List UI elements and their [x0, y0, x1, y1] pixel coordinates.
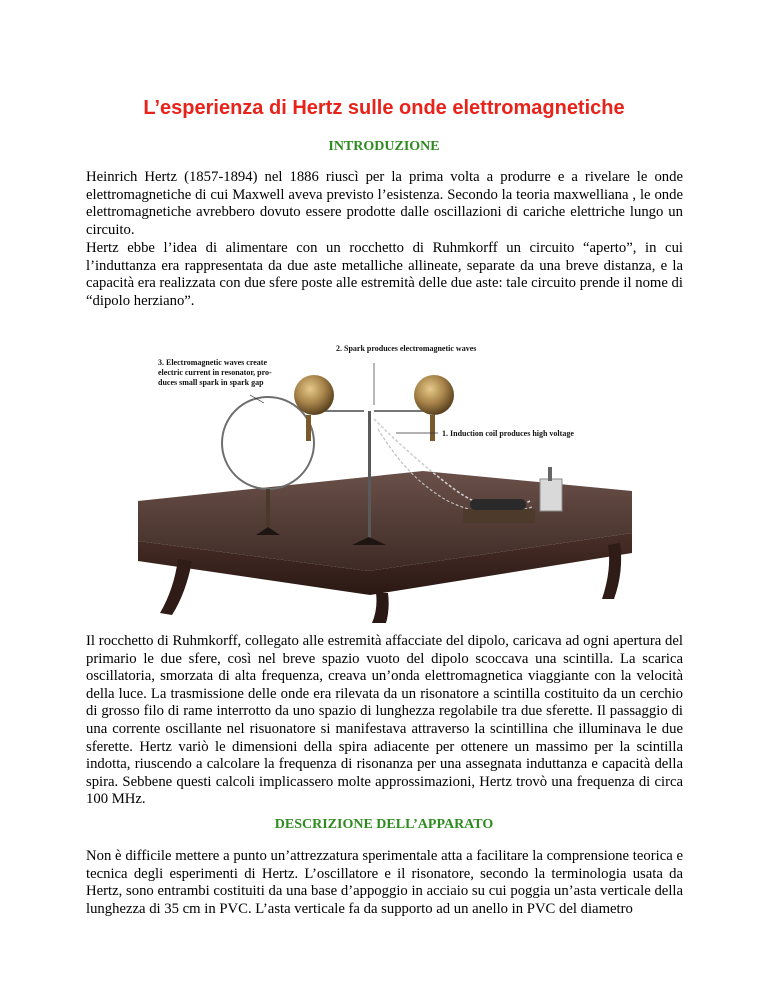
battery-jar: [540, 479, 562, 511]
sphere-support-left: [306, 415, 311, 441]
resonator-stand: [266, 489, 270, 529]
figure-caption-3-line2: electric current in resonator, pro-: [158, 368, 272, 377]
figure-caption-2: 2. Spark produces electromagnetic waves: [336, 344, 477, 353]
paragraph-body-4: Non è difficile mettere a punto un’attrezzatura sperimentale atta a facilitare la comprensione teorica e tecnica degli esperimenti di Hertz. L’oscillatore e il risonatore, secondo la terminologia usata da Hertz, sono entrambi costituiti da una base d’appoggio in acciaio su cui poggia un’asta verticale della lunghezza di 35 cm in PVC. L’asta verticale fa da supporto ad un anello in PVC del diametro: [86, 848, 683, 917]
table-leg: [160, 559, 192, 615]
figure-caption-1: 1. Induction coil produces high voltage: [442, 429, 574, 438]
paragraph-intro-1: Heinrich Hertz (1857-1894) nel 1886 riuscì per la prima volta a produrre e a rivelare le onde elettromagnetiche di cui Maxwell aveva previsto l’esistenza. Secondo la teoria maxwelliana , le onde elettromagnetiche avrebbero dovuto essere prodotte dalle oscillazioni di cariche elettriche lungo un circuito.: [86, 169, 683, 238]
figure-caption-3-line3: duces small spark in spark gap: [158, 378, 264, 387]
dipole-sphere-left: [294, 375, 334, 415]
induction-coil: [470, 499, 526, 510]
oscillator-stand: [368, 411, 371, 539]
section-heading-descrizione: DESCRIZIONE DELL’APPARATO: [274, 817, 494, 832]
figure-caption-3-line1: 3. Electromagnetic waves create: [158, 358, 267, 367]
sphere-support-right: [430, 415, 435, 441]
battery-terminal: [548, 467, 552, 481]
resonator-ring: [222, 397, 314, 489]
dipole-sphere-right: [414, 375, 454, 415]
hertz-apparatus-photo: [138, 333, 632, 625]
table-leg: [372, 593, 389, 623]
document-title: L’esperienza di Hertz sulle onde elettromagnetiche: [143, 97, 625, 119]
paragraph-intro-2: Hertz ebbe l’idea di alimentare con un rocchetto di Ruhmkorff un circuito “aperto”, in cui l’induttanza era rappresentata da due aste metalliche allineate, separate da una breve distanza, e la capacità era realizzata con due sfere poste alle estremità delle due aste: tale circuito prende il nome di “dipolo herziano”.: [86, 240, 683, 309]
section-heading-introduzione: INTRODUZIONE: [328, 139, 440, 154]
induction-coil-base: [463, 509, 535, 523]
paragraph-body-3: Il rocchetto di Ruhmkorff, collegato alle estremità affacciate del dipolo, caricava ad ogni apertura del primario le due sfere, così nel breve spazio vuoto del dipolo scoccava una scintilla. La scarica oscillatoria, smorzata di alta frequenza, creava un’onda elettromagnetica viaggiante con la velocità della luce. La trasmissione delle onde era rilevata da un risonatore a scintilla costituito da un cerchio di grosso filo di rame interrotto da uno spazio di lunghezza regolabile tra due sferette. Il passaggio di una corrente oscillante nel risuonatore si manifestava attraverso la scintillina che illuminava le due sferette. Hertz variò le dimensioni della spira adiacente per ottenere un massimo per la scintilla indotta, riuscendo a calcolare la frequenza di risonanza per una assegnata induttanza e capacità della spira. Sebbene questi calcoli implicassero molte approssimazioni, Hertz trovò una frequenza di circa 100 MHz.: [86, 633, 683, 808]
